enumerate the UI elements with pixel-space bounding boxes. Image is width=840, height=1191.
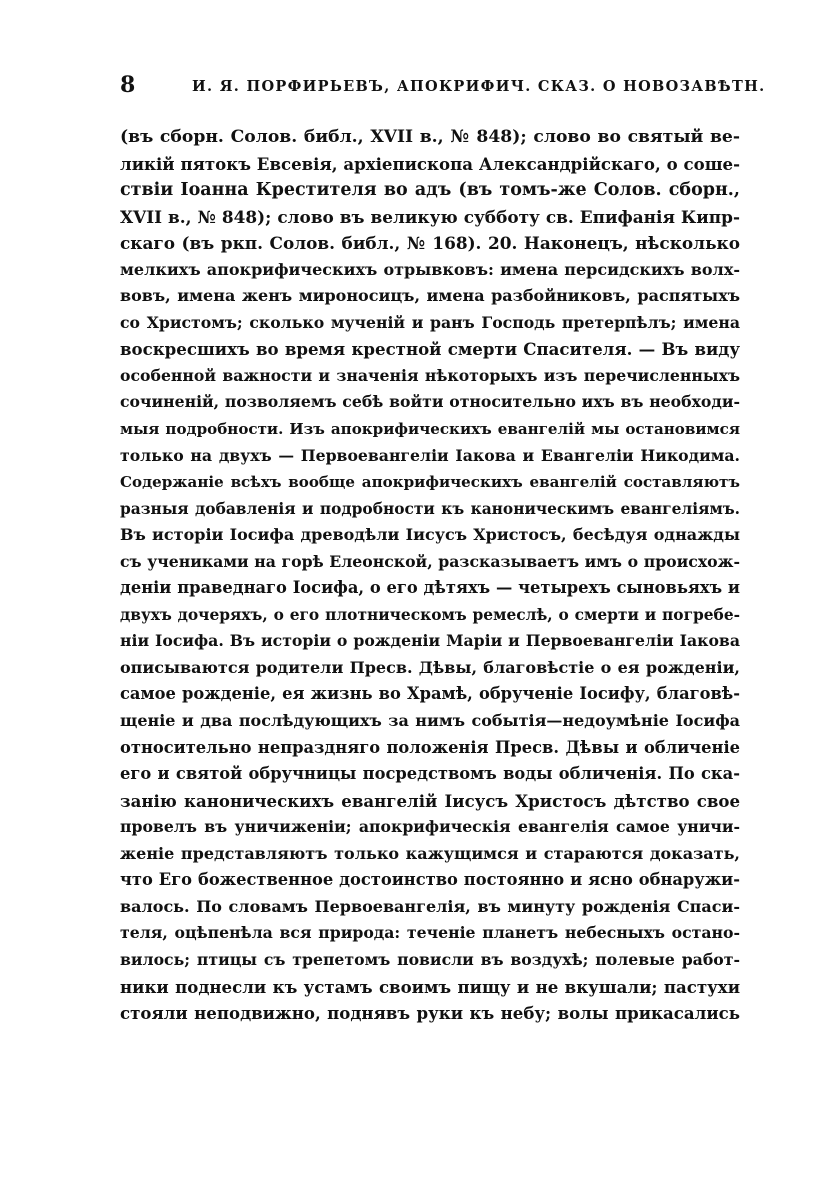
text-line: только на двухъ — Первоевангеліи Іакова и Евангеліи Никодима. [120, 445, 740, 465]
text-line: теля, оцѣпенѣла вся природа: теченіе планетъ небесныхъ остано- [120, 923, 740, 943]
text-line: Содержаніе всѣхъ вообще апокрифическихъ евангелій составляютъ [120, 473, 740, 492]
page-header [120, 72, 766, 102]
text-line: ники поднесли къ устамъ своимъ пищу и не вкушали; пастухи [120, 976, 740, 997]
text-line: со Христомъ; сколько мученій и ранъ Господь претерпѣлъ; имена [120, 312, 740, 332]
text-line: Въ исторіи Іосифа древодѣли Іисусъ Христосъ, бесѣдуя однажды [120, 525, 740, 545]
text-line: (въ сборн. Солов. библ., XVII в., № 848); слово во святый ве- [120, 127, 740, 147]
text-line: особенной важности и значенія нѣкоторыхъ изъ перечисленныхъ [120, 365, 740, 385]
text-line: воскресшихъ во время крестной смерти Спасителя. — Въ виду [120, 339, 740, 360]
text-line: описываются родители Пресв. Дѣвы, благовѣстіе о ея рожденіи, [120, 657, 740, 677]
text-line: ствіи Іоанна Крестителя во адъ (въ томъ-же Солов. сборн., [120, 180, 740, 201]
text-line: XVII в., № 848); слово въ великую субботу св. Епифанія Кипр- [120, 206, 740, 227]
text-line: занію каноническихъ евангелій Іисусъ Христосъ дѣтство свое [120, 790, 740, 811]
text-line: ликій пятокъ Евсевія, архіепископа Александрійскаго, о соше- [120, 153, 740, 174]
page-number: 8 [120, 72, 136, 98]
text-line: вилось; птицы съ трепетомъ повисли въ воздухѣ; полевые работ- [120, 949, 740, 969]
text-line: стояли неподвижно, поднявъ руки къ небу; волы прикасались [120, 1003, 740, 1024]
text-line: самое рожденіе, ея жизнь во Храмѣ, обрученіе Іосифу, благовѣ- [120, 684, 740, 704]
text-line: мыя подробности. Изъ апокрифическихъ евангелій мы остановимся [120, 420, 740, 439]
text-line: женіе представляютъ только кажущимся и стараются доказать, [120, 843, 740, 863]
text-line: щеніе и два послѣдующихъ за нимъ событія—недоумѣніе Іосифа [120, 711, 740, 731]
text-line: разныя добавленія и подробности къ каноническимъ евангеліямъ. [120, 499, 740, 518]
text-line: съ учениками на горѣ Елеонской, разсказываетъ имъ о происхож- [120, 551, 740, 571]
text-line: ніи Іосифа. Въ исторіи о рожденіи Маріи и Первоевангеліи Іакова [120, 631, 740, 651]
text-line: скаго (въ ркп. Солов. библ., № 168). 20. Наконецъ, нѣсколько [120, 233, 740, 254]
text-line: двухъ дочеряхъ, о его плотническомъ ремеслѣ, о смерти и погребе- [120, 605, 740, 624]
body-text [120, 124, 740, 1027]
text-line: относительно непраздняго положенія Пресв. Дѣвы и обличеніе [120, 737, 740, 757]
text-line: валось. По словамъ Первоевангелія, въ минуту рожденія Спаси- [120, 896, 740, 916]
text-line: сочиненій, позволяемъ себѣ войти относительно ихъ въ необходи- [120, 392, 740, 412]
text-line: вовъ, имена женъ мироносицъ, имена разбойниковъ, распятыхъ [120, 286, 740, 306]
text-line: что Его божественное достоинство постоянно и ясно обнаружи- [120, 870, 740, 890]
text-line: мелкихъ апокрифическихъ отрывковъ: имена персидскихъ волх- [120, 259, 740, 279]
running-head: И. Я. ПОРФИРЬЕВЪ, АПОКРИФИЧ. СКАЗ. О НОВОЗАВѢТН. [192, 78, 766, 95]
text-line: провелъ въ уничиженіи; апокрифическія евангелія самое уничи- [120, 817, 740, 837]
text-line: деніи праведнаго Іосифа, о его дѣтяхъ — четырехъ сыновьяхъ и [120, 578, 740, 598]
text-line: его и святой обручницы посредствомъ воды обличенія. По ска- [120, 764, 740, 784]
